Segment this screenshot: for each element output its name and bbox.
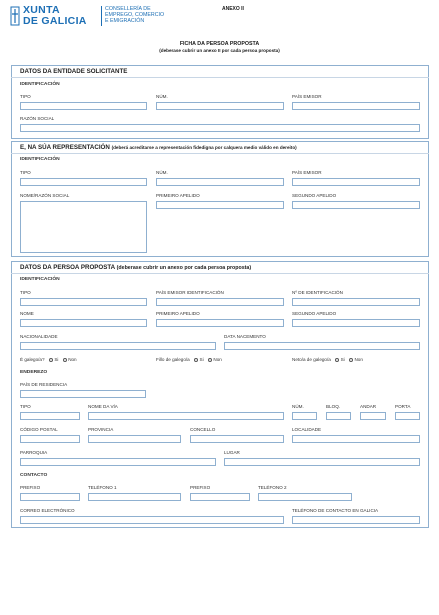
logo-line1: XUNTA bbox=[23, 4, 60, 16]
question-neto bbox=[292, 358, 363, 363]
persoa-num-ident-label: Nº DE IDENTIFICACIÓN bbox=[292, 290, 343, 295]
pais-residencia-field[interactable] bbox=[20, 390, 146, 398]
contacto-heading: CONTACTO bbox=[20, 473, 48, 478]
rep-apelido2-label: SEGUNDO APELIDO bbox=[292, 193, 337, 198]
logo-divider bbox=[101, 6, 102, 26]
representacion-title bbox=[20, 145, 297, 151]
via-nome-field[interactable] bbox=[88, 412, 284, 420]
question-fillo-label: Fillo de galego/a bbox=[156, 357, 190, 363]
lugar-label: LUGAR bbox=[224, 450, 240, 455]
via-num-label: NÚM. bbox=[292, 404, 304, 409]
lugar-field[interactable] bbox=[224, 458, 420, 466]
telefono-galicia-field[interactable] bbox=[292, 516, 420, 524]
rep-pais-field[interactable] bbox=[292, 178, 420, 186]
rep-nome-label: NOME/RAZÓN SOCIAL bbox=[20, 193, 70, 198]
correo-field[interactable] bbox=[20, 516, 284, 524]
persoa-title-text: DATOS DA PERSOA PROPOSTA bbox=[20, 264, 115, 271]
via-andar-label: ANDAR bbox=[360, 404, 377, 409]
representacion-note: (deberá acreditarse a representación fidedigna por calquera medio válido en dereito) bbox=[111, 145, 297, 150]
radio-neto-non-label: Non bbox=[354, 357, 363, 363]
localidade-field[interactable] bbox=[292, 435, 420, 443]
radio-neto-si[interactable] bbox=[335, 358, 339, 362]
persoa-title bbox=[20, 265, 251, 271]
entidade-num-field[interactable] bbox=[156, 102, 284, 110]
concello-field[interactable] bbox=[190, 435, 284, 443]
dept-line1: CONSELLERÍA DE bbox=[105, 6, 151, 12]
via-porta-field[interactable] bbox=[395, 412, 420, 420]
rep-nome-field[interactable] bbox=[20, 201, 147, 253]
persoa-apelido1-label: PRIMEIRO APELIDO bbox=[156, 311, 200, 316]
via-nome-label: NOME DA VÍA bbox=[88, 404, 118, 409]
persoa-tipo-label: TIPO bbox=[20, 290, 31, 295]
persoa-apelido2-label: SEGUNDO APELIDO bbox=[292, 311, 337, 316]
prefixo1-label: PREFIXO bbox=[20, 485, 41, 490]
telefono2-label: TELÉFONO 2 bbox=[258, 485, 287, 490]
radio-galego-non-label: Non bbox=[68, 357, 77, 363]
radio-fillo-si-label: Si bbox=[199, 357, 204, 363]
dept-line3: E EMIGRACIÓN bbox=[105, 18, 145, 25]
rep-apelido2-field[interactable] bbox=[292, 201, 420, 209]
via-num-field[interactable] bbox=[292, 412, 317, 420]
radio-neto-non[interactable] bbox=[349, 358, 353, 362]
radio-fillo-si[interactable] bbox=[194, 358, 198, 362]
telefono-galicia-label: TELÉFONO DE CONTACTO EN GALICIA bbox=[292, 508, 379, 513]
entidade-razon-label: RAZÓN SOCIAL bbox=[20, 116, 55, 121]
telefono1-field[interactable] bbox=[88, 493, 181, 501]
persoa-nome-label: NOME bbox=[20, 311, 34, 316]
cp-field[interactable] bbox=[20, 435, 80, 443]
persoa-num-ident-field[interactable] bbox=[292, 298, 420, 306]
entidade-tipo-field[interactable] bbox=[20, 102, 147, 110]
via-andar-field[interactable] bbox=[360, 412, 386, 420]
rep-pais-label: PAÍS EMISOR bbox=[292, 170, 322, 175]
section-divider bbox=[11, 77, 429, 78]
radio-galego-si[interactable] bbox=[49, 358, 53, 362]
persoa-nacionalidade-label: NACIONALIDADE bbox=[20, 334, 58, 339]
representacion-title-text: E, NA SÚA REPRESENTACIÓN bbox=[20, 144, 110, 151]
telefono1-label: TELÉFONO 1 bbox=[88, 485, 117, 490]
telefono2-field[interactable] bbox=[258, 493, 352, 501]
xunta-emblem-icon bbox=[10, 6, 20, 26]
form-subtitle: (deberase cubrir un anexo II por cada persoa proposta) bbox=[159, 48, 280, 53]
persoa-nome-field[interactable] bbox=[20, 319, 147, 327]
section-divider bbox=[11, 273, 429, 274]
provincia-field[interactable] bbox=[88, 435, 181, 443]
question-neto-label: Neto/a de galego/a bbox=[292, 357, 331, 363]
rep-tipo-label: TIPO bbox=[20, 170, 31, 175]
prefixo2-field[interactable] bbox=[190, 493, 250, 501]
via-bloq-field[interactable] bbox=[326, 412, 351, 420]
prefixo1-field[interactable] bbox=[20, 493, 80, 501]
question-fillo bbox=[156, 358, 222, 363]
radio-fillo-non-label: Non bbox=[213, 357, 222, 363]
parroquia-label: PARROQUIA bbox=[20, 450, 48, 455]
via-tipo-label: TIPO bbox=[20, 404, 31, 409]
entidade-pais-label: PAÍS EMISOR bbox=[292, 94, 322, 99]
radio-galego-si-label: Si bbox=[54, 357, 59, 363]
logo-line2: DE GALICIA bbox=[23, 15, 87, 27]
provincia-label: PROVINCIA bbox=[88, 427, 114, 432]
rep-apelido1-field[interactable] bbox=[156, 201, 284, 209]
pais-residencia-label: PAÍS DE RESIDENCIA bbox=[20, 382, 68, 387]
persoa-pais-ident-field[interactable] bbox=[156, 298, 284, 306]
concello-label: CONCELLO bbox=[190, 427, 216, 432]
via-porta-label: PORTA bbox=[395, 404, 411, 409]
rep-apelido1-label: PRIMEIRO APELIDO bbox=[156, 193, 200, 198]
persoa-pais-ident-label: PAÍS EMISOR IDENTIFICACIÓN bbox=[156, 290, 224, 295]
question-galego-label: É galego/a? bbox=[20, 357, 45, 363]
prefixo2-label: PREFIXO bbox=[190, 485, 211, 490]
xunta-logo bbox=[10, 5, 106, 27]
question-galego bbox=[20, 358, 77, 363]
entidade-num-label: NÚM. bbox=[156, 94, 168, 99]
form-title: FICHA DA PERSOA PROPOSTA bbox=[179, 41, 260, 47]
radio-fillo-non[interactable] bbox=[208, 358, 212, 362]
persoa-ident-heading: IDENTIFICACIÓN bbox=[20, 277, 60, 282]
entidade-title: DATOS DA ENTIDADE SOLICITANTE bbox=[20, 68, 128, 75]
section-divider bbox=[11, 153, 429, 154]
correo-label: CORREO ELECTRÓNICO bbox=[20, 508, 75, 513]
via-tipo-field[interactable] bbox=[20, 412, 80, 420]
persoa-nacemento-label: DATA NACEMENTO bbox=[224, 334, 266, 339]
entidade-ident-heading: IDENTIFICACIÓN bbox=[20, 82, 60, 87]
rep-num-label: NÚM. bbox=[156, 170, 168, 175]
radio-neto-si-label: Si bbox=[340, 357, 345, 363]
radio-galego-non[interactable] bbox=[63, 358, 67, 362]
localidade-label: LOCALIDADE bbox=[292, 427, 322, 432]
persoa-nacionalidade-field[interactable] bbox=[20, 342, 216, 350]
persoa-tipo-field[interactable] bbox=[20, 298, 147, 306]
via-bloq-label: BLOQ. bbox=[326, 404, 341, 409]
representacion-ident-heading: IDENTIFICACIÓN bbox=[20, 157, 60, 162]
department-name bbox=[105, 6, 164, 25]
entidade-pais-field[interactable] bbox=[292, 102, 420, 110]
enderezo-heading: ENDEREZO bbox=[20, 370, 48, 375]
dept-line2: EMPREGO, COMERCIO bbox=[105, 12, 165, 19]
cp-label: CÓDIGO POSTAL bbox=[20, 427, 58, 432]
rep-num-field[interactable] bbox=[156, 178, 284, 186]
persoa-apelido2-field[interactable] bbox=[292, 319, 420, 327]
entidade-tipo-label: TIPO bbox=[20, 94, 31, 99]
parroquia-field[interactable] bbox=[20, 458, 216, 466]
entidade-razon-field[interactable] bbox=[20, 124, 420, 132]
persoa-nacemento-field[interactable] bbox=[224, 342, 420, 350]
persoa-note: (deberase cubrir un anexo por cada persoa proposta) bbox=[116, 265, 252, 271]
annex-label: ANEXO II bbox=[222, 6, 244, 12]
persoa-apelido1-field[interactable] bbox=[156, 319, 284, 327]
rep-tipo-field[interactable] bbox=[20, 178, 147, 186]
